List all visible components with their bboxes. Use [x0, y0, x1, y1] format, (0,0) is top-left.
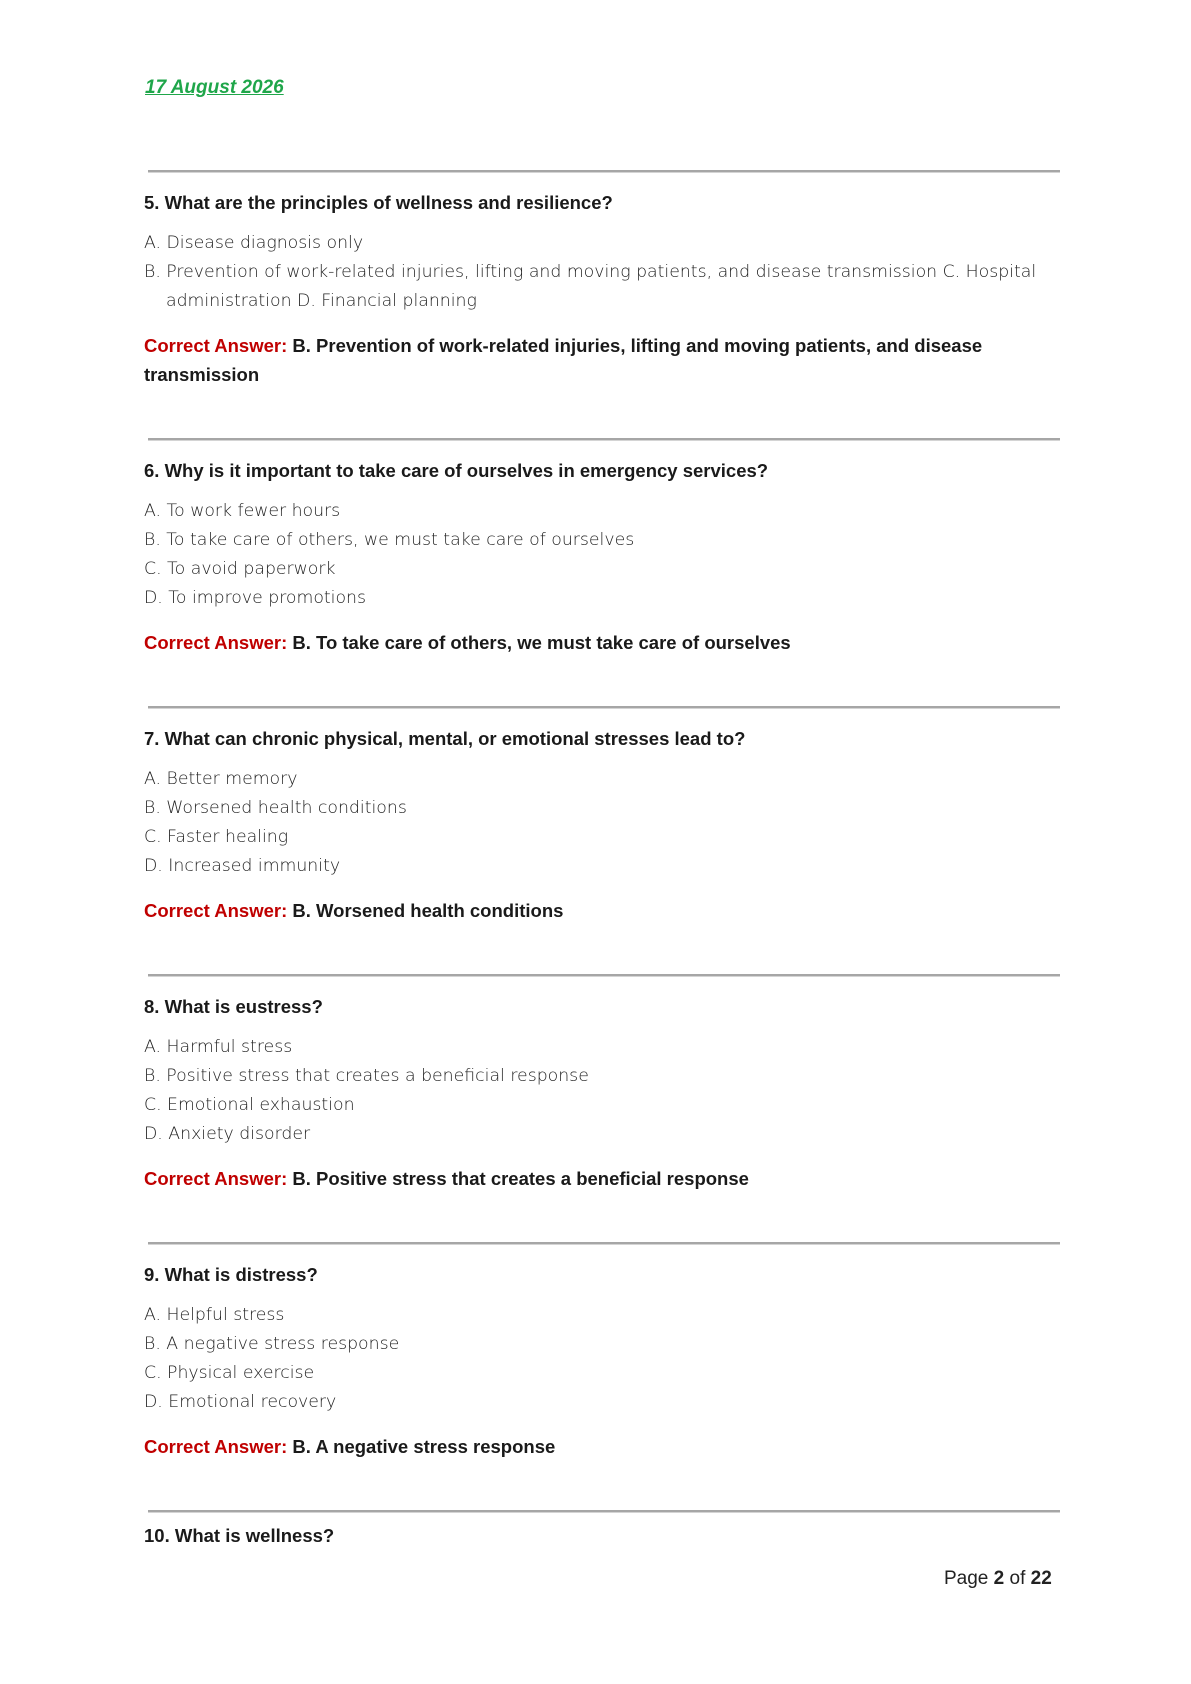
correct-answer-label: Correct Answer:: [144, 1168, 288, 1189]
correct-answer: [144, 331, 1060, 389]
correct-answer: [144, 628, 1060, 657]
question-block-5: [144, 170, 1060, 438]
question-block-7: [144, 706, 1060, 974]
correct-answer-label: Correct Answer:: [144, 632, 288, 653]
question-block-10: [144, 1510, 1060, 1570]
section-divider: [148, 438, 1060, 441]
option-list: [144, 765, 1060, 881]
option-list: [144, 497, 1060, 613]
section-divider: [148, 974, 1060, 977]
page-total: 22: [1030, 1568, 1052, 1589]
section-divider: [148, 1510, 1060, 1513]
page-prefix: Page: [944, 1568, 989, 1589]
correct-answer-label: Correct Answer:: [144, 1436, 288, 1457]
option-d: D. Increased immunity: [144, 856, 341, 876]
option-a: A. To work fewer hours: [144, 501, 341, 521]
option-list: [144, 1033, 1060, 1149]
option-d: D. Anxiety disorder: [144, 1124, 311, 1144]
option-a: A. Harmful stress: [144, 1037, 293, 1057]
question-block-6: [144, 438, 1060, 706]
question-block-8: [144, 974, 1060, 1242]
page-number: [944, 1568, 1052, 1590]
question-title: 7. What can chronic physical, mental, or emotional stresses lead to?: [144, 728, 746, 749]
correct-answer: [144, 1432, 1060, 1461]
option-c: C. To avoid paperwork: [144, 559, 336, 579]
option-a: A. Disease diagnosis only: [144, 233, 364, 253]
correct-answer-text: B. To take care of others, we must take care of ourselves: [292, 632, 791, 653]
option-b: B. Prevention of work-related injuries, lifting and moving patients, and disease transmission C. Hospital administration D. Financial planning: [144, 262, 1037, 311]
page-of: of: [1009, 1568, 1026, 1589]
correct-answer-text: B. Positive stress that creates a beneficial response: [292, 1168, 749, 1189]
question-list: [144, 170, 1060, 1570]
correct-answer: [144, 1164, 1060, 1193]
question-title: 10. What is wellness?: [144, 1525, 335, 1546]
option-c: C. Physical exercise: [144, 1363, 315, 1383]
option-list: [144, 1301, 1060, 1417]
option-b: B. To take care of others, we must take care of ourselves: [144, 530, 635, 550]
question-title: 8. What is eustress?: [144, 996, 323, 1017]
question-block-9: [144, 1242, 1060, 1510]
section-divider: [148, 170, 1060, 173]
option-b: B. Worsened health conditions: [144, 798, 407, 818]
option-b: B. A negative stress response: [144, 1334, 400, 1354]
section-divider: [148, 706, 1060, 709]
correct-answer-text: B. A negative stress response: [292, 1436, 556, 1457]
option-c: C. Faster healing: [144, 827, 289, 847]
option-list: [144, 229, 1060, 316]
correct-answer-text: B. Worsened health conditions: [292, 900, 564, 921]
option-d: D. Emotional recovery: [144, 1392, 337, 1412]
question-title: 9. What is distress?: [144, 1264, 318, 1285]
correct-answer-label: Correct Answer:: [144, 335, 288, 356]
option-d: D. To improve promotions: [144, 588, 367, 608]
question-title: 6. Why is it important to take care of ourselves in emergency services?: [144, 460, 769, 481]
section-divider: [148, 1242, 1060, 1245]
option-b: B. Positive stress that creates a beneficial response: [144, 1066, 589, 1086]
option-a: A. Better memory: [144, 769, 298, 789]
correct-answer-text: B. Prevention of work-related injuries, lifting and moving patients, and disease transmission: [144, 335, 983, 385]
correct-answer-label: Correct Answer:: [144, 900, 288, 921]
correct-answer: [144, 896, 1060, 925]
option-c: C. Emotional exhaustion: [144, 1095, 355, 1115]
option-a: A. Helpful stress: [144, 1305, 285, 1325]
document-date: 17 August 2026: [145, 77, 284, 98]
page-current: 2: [993, 1568, 1005, 1589]
question-title: 5. What are the principles of wellness and resilience?: [144, 192, 613, 213]
